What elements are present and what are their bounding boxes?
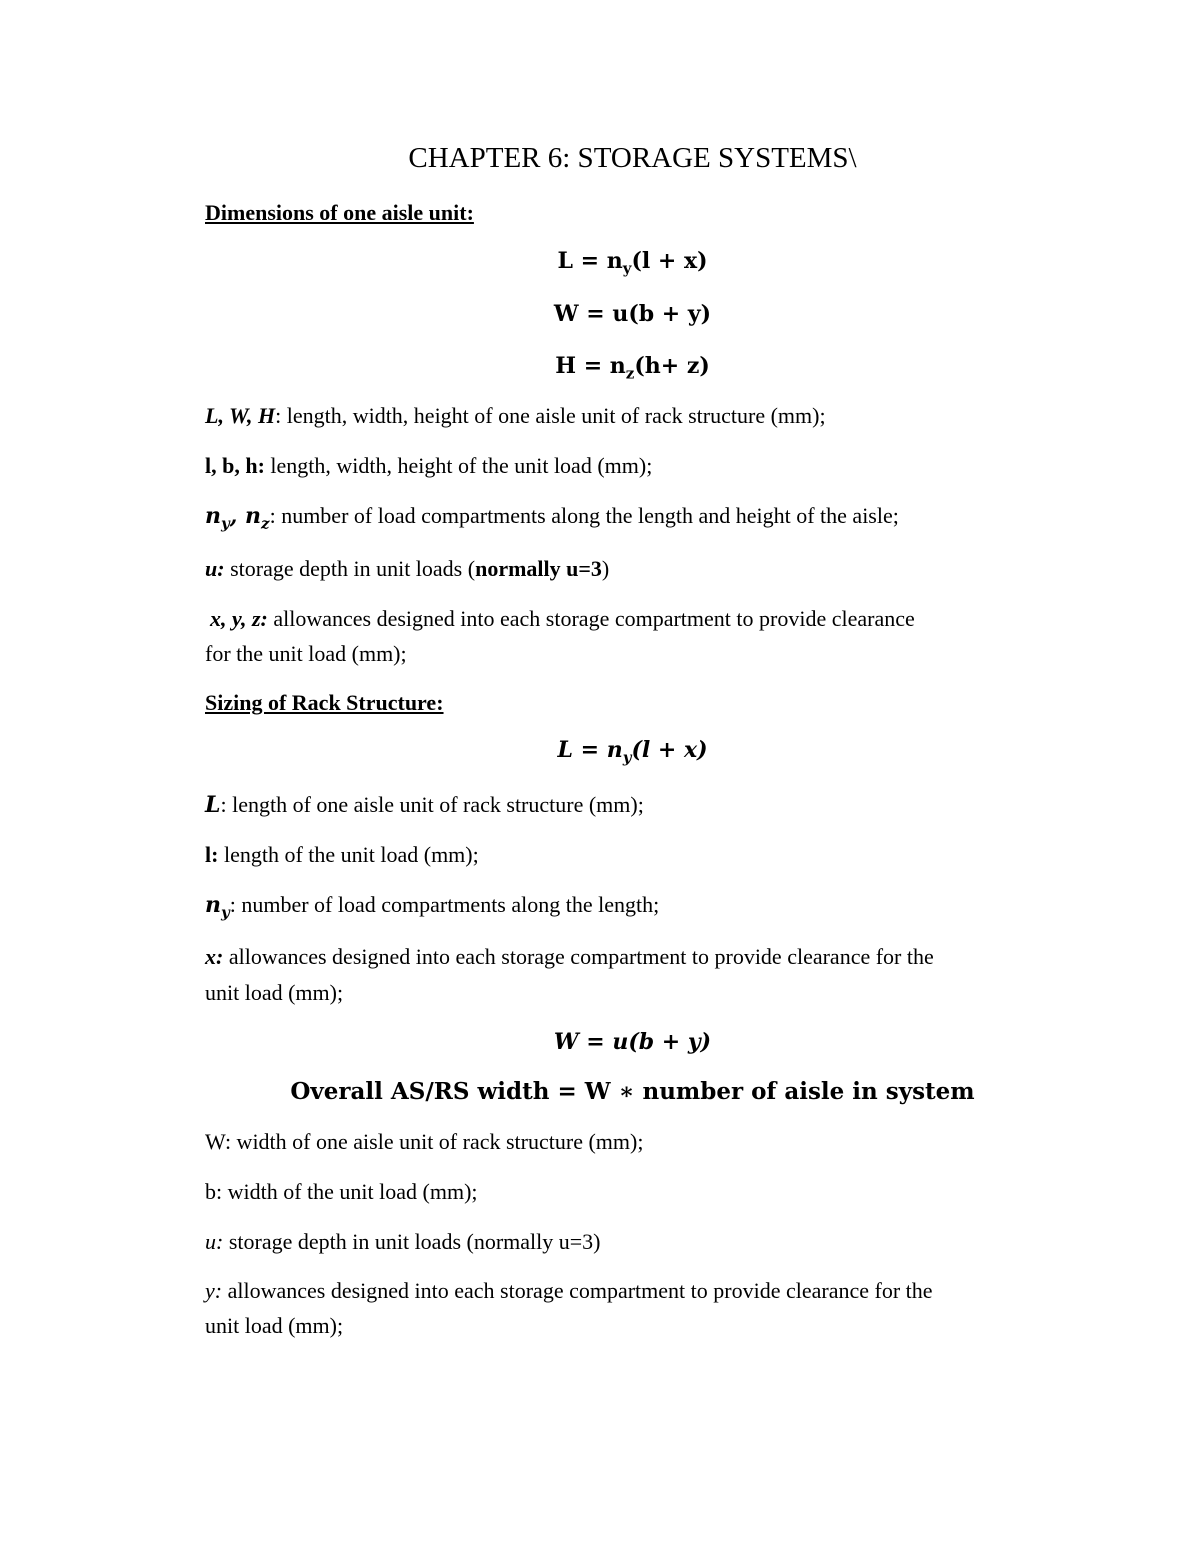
chapter-title: CHAPTER 6: STORAGE SYSTEMS\ (408, 142, 857, 174)
section-heading-sizing: Sizing of Rack Structure: (205, 690, 444, 715)
equation-width-italic: W = u(b + y) (553, 1029, 712, 1055)
definition-xyz: x, y, z: allowances designed into each storage compartment to provide clearance (210, 606, 915, 631)
definition-ny: $n_y$: number of load compartments along the length; (205, 892, 660, 922)
definition-u: u: storage depth in unit loads (normally u=3) (205, 556, 610, 581)
definition-x-cont: unit load (mm); (205, 980, 344, 1005)
definition-x: x: allowances designed into each storage compartment to provide clearance for the (205, 944, 934, 969)
equation-height: $H = n_z(h+ z)$ (555, 353, 710, 383)
definition-y: y: allowances designed into each storage compartment to provide clearance for the (205, 1278, 933, 1303)
equation-width: W = u(b + y) (553, 301, 712, 327)
definition-y-cont: unit load (mm); (205, 1313, 344, 1338)
definition-LWH: L, W, H: length, width, height of one aisle unit of rack structure (mm); (205, 403, 826, 428)
definition-xyz-cont: for the unit load (mm); (205, 641, 407, 666)
definition-b: b: width of the unit load (mm); (205, 1179, 478, 1204)
equation-length-italic: $L = n_y(l + x)$ (557, 737, 708, 767)
section-heading-dimensions: Dimensions of one aisle unit: (205, 200, 474, 225)
equation-length: $L = n_y(l + x)$ (557, 248, 708, 278)
equation-overall-width: Overall AS/RS width = W ∗ number of aisle in system (290, 1078, 975, 1105)
definition-l: l: length of the unit load (mm); (205, 842, 479, 867)
definition-ny-nz: $n_y$, $n_z$: number of load compartments along the length and height of the aisle; (205, 503, 899, 533)
definition-L: L: length of one aisle unit of rack structure (mm); (205, 792, 644, 818)
definition-lbh: l, b, h: length, width, height of the unit load (mm); (205, 453, 653, 478)
definition-W: W: width of one aisle unit of rack structure (mm); (205, 1129, 644, 1154)
definition-u-2: u: storage depth in unit loads (normally u=3) (205, 1229, 601, 1254)
